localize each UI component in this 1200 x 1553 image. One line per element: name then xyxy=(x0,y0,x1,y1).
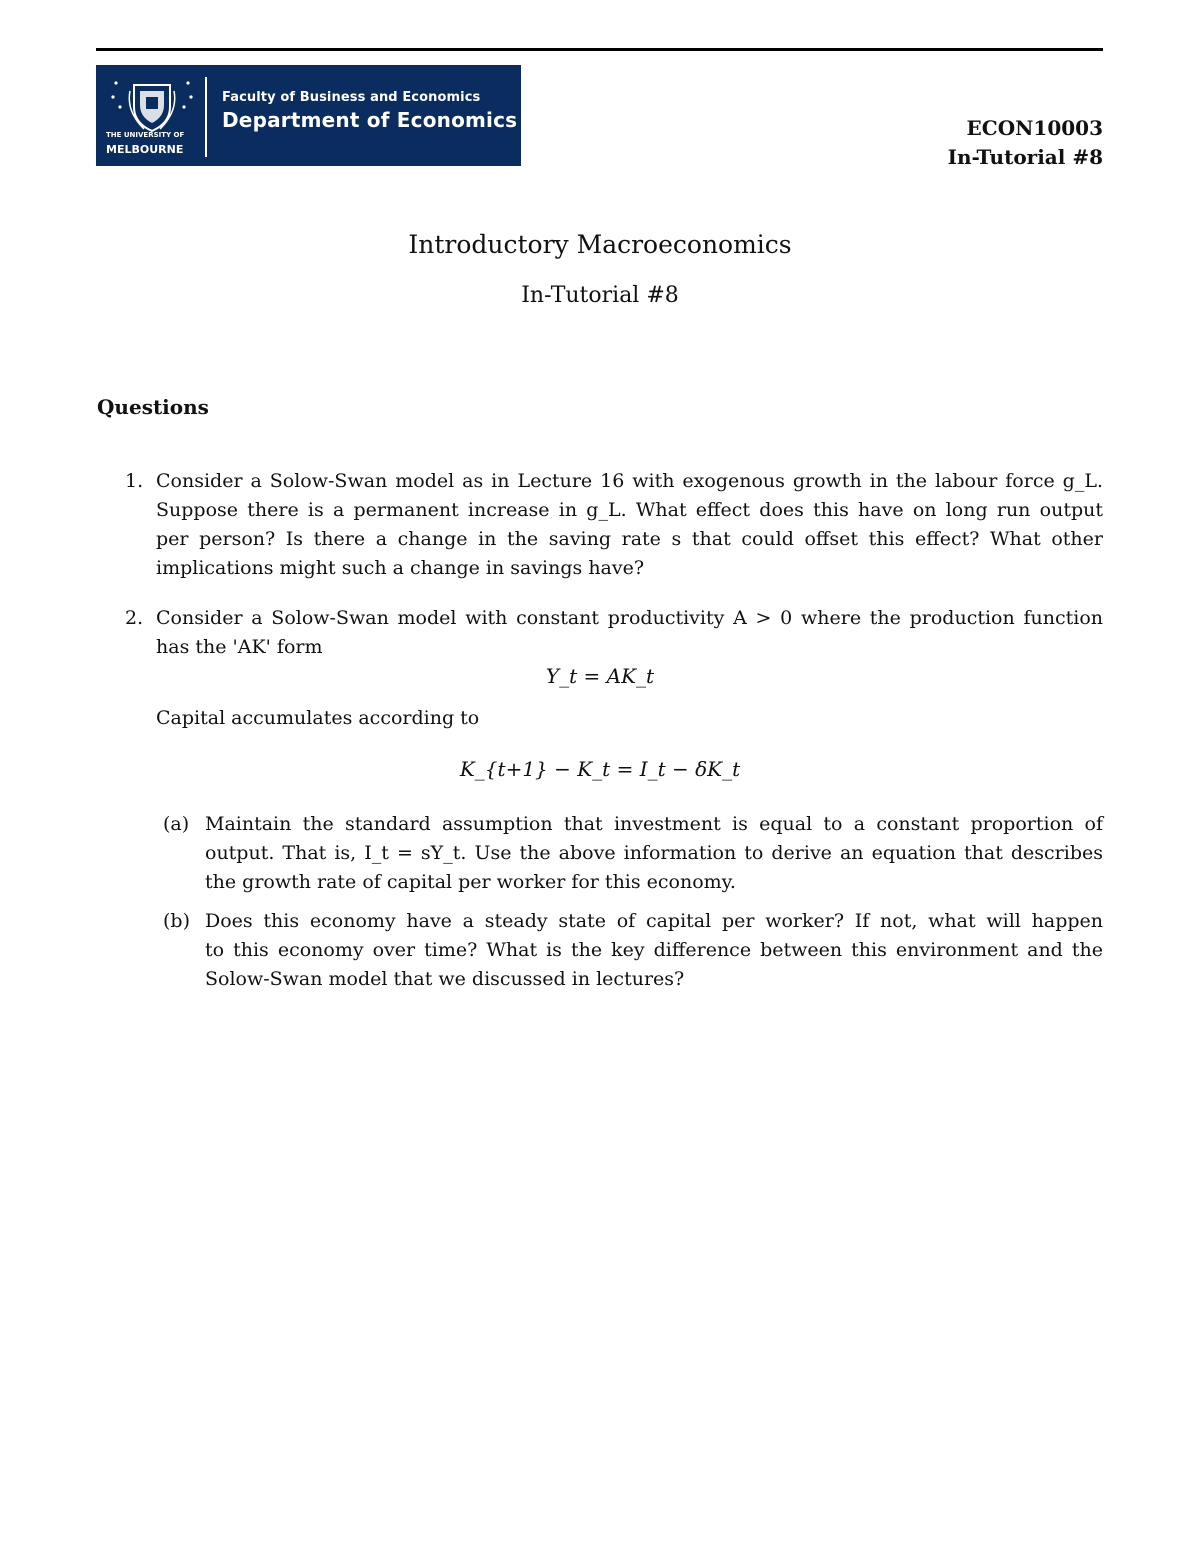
top-rule xyxy=(96,48,1103,51)
document-title: Introductory Macroeconomics xyxy=(408,230,792,259)
university-logo-banner xyxy=(96,65,521,166)
question-2-number: 2. xyxy=(125,607,144,629)
question-1 xyxy=(156,467,1103,583)
document-subtitle: In-Tutorial #8 xyxy=(521,283,679,308)
university-name-line1: THE UNIVERSITY OF xyxy=(106,131,185,139)
part-a xyxy=(205,810,1103,897)
part-b-line-3: Solow-Swan model that we discussed in lectures? xyxy=(205,968,685,990)
question-1-line-4: implications might such a change in savings have? xyxy=(156,557,645,579)
section-heading: Questions xyxy=(97,395,209,419)
question-2 xyxy=(156,604,1103,662)
part-b xyxy=(205,907,1103,994)
university-name-line2: MELBOURNE xyxy=(106,143,184,156)
department-name: Department of Economics xyxy=(222,108,518,132)
logo-divider xyxy=(205,77,207,157)
header-tutorial-number: In-Tutorial #8 xyxy=(947,145,1103,169)
question-1-number: 1. xyxy=(125,470,144,492)
question-1-line-3: per person? Is there a change in the saving rate s that could offset this effect? What other xyxy=(156,528,1103,550)
course-code: ECON10003 xyxy=(966,116,1103,140)
faculty-name: Faculty of Business and Economics xyxy=(222,90,481,105)
equation-production-function: Y_t = AK_t xyxy=(545,664,655,688)
part-a-line-2: output. That is, I_t = sY_t. Use the above information to derive an equation that describes xyxy=(205,842,1103,864)
part-a-line-1: Maintain the standard assumption that investment is equal to a constant proportion of xyxy=(205,813,1103,835)
capital-accumulation-text: Capital accumulates according to xyxy=(156,707,480,729)
part-b-label: (b) xyxy=(163,910,190,932)
part-b-line-1: Does this economy have a steady state of capital per worker? If not, what will happen xyxy=(205,910,1103,932)
question-2-line-1: Consider a Solow-Swan model with constant productivity A > 0 where the production function xyxy=(156,607,1103,629)
part-a-line-3: the growth rate of capital per worker for this economy. xyxy=(205,871,736,893)
question-1-line-1: Consider a Solow-Swan model as in Lecture 16 with exogenous growth in the labour force g_L. xyxy=(156,470,1103,492)
question-2-line-2: has the 'AK' form xyxy=(156,636,323,658)
part-b-line-2: to this economy over time? What is the key difference between this environment and the xyxy=(205,939,1103,961)
question-1-line-2: Suppose there is a permanent increase in g_L. What effect does this have on long run output xyxy=(156,499,1103,521)
part-a-label: (a) xyxy=(163,813,190,835)
equation-capital-accumulation: K_{t+1} − K_t = I_t − δK_t xyxy=(459,757,741,781)
